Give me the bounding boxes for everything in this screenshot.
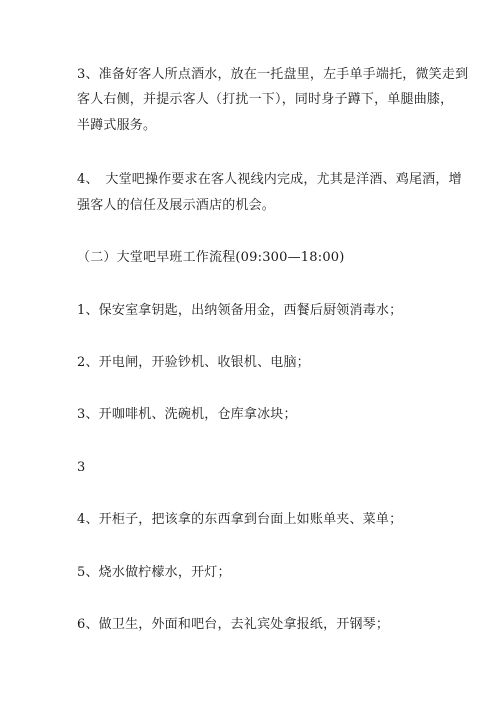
text-line: 客人右侧，并提示客人（打扰一下），同时身子蹲下，单腿曲膝，: [77, 92, 454, 107]
list-item-morning-1: 1、保安室拿钥匙，出纳领备用金，西餐后厨领消毒水；: [77, 303, 403, 318]
list-item-morning-5: 5、烧水做柠檬水，开灯；: [77, 565, 231, 580]
list-item-morning-4: 4、开柜子，把该拿的东西拿到台面上如账单夹、菜单；: [77, 512, 403, 527]
text-line: 半蹲式服务。: [77, 118, 157, 133]
list-item-morning-6: 6、做卫生，外面和吧台，去礼宾处拿报纸，开钢琴；: [77, 617, 390, 632]
text-line: 3、准备好客人所点酒水，放在一托盘里，左手单手端托，微笑走到: [77, 67, 469, 82]
text-line: 4、 大堂吧操作要求在客人视线内完成，尤其是洋酒、鸡尾酒，增: [77, 172, 462, 187]
section-heading: （二）大堂吧早班工作流程(09:300—18:00): [77, 250, 345, 265]
page-number: 3: [77, 460, 86, 475]
list-item-morning-3: 3、开咖啡机、洗碗机，仓库拿冰块；: [77, 407, 297, 422]
text-line: 强客人的信任及展示酒店的机会。: [77, 198, 276, 213]
list-item-morning-2: 2、开电闸，开验钞机、收银机、电脑；: [77, 355, 310, 370]
